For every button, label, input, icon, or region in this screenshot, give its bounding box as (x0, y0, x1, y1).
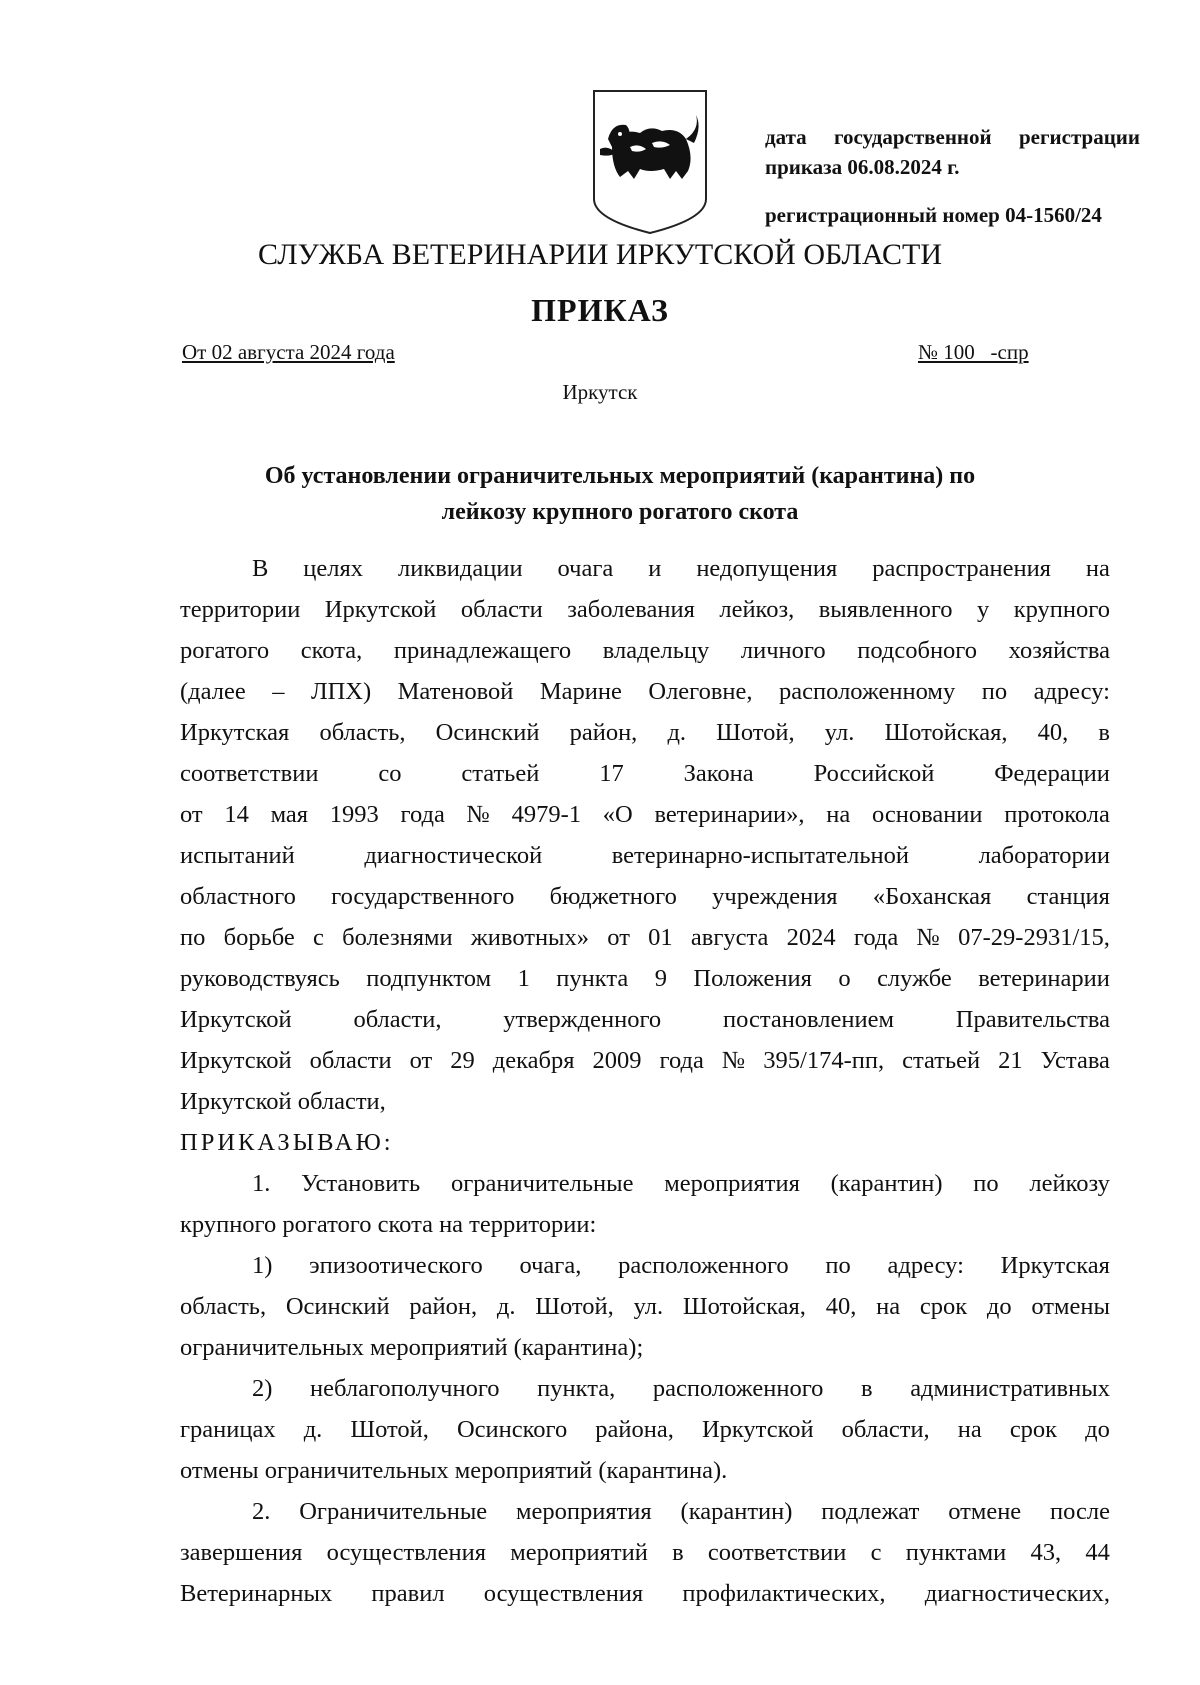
item-line: 1. Установить ограничительные мероприятия (карантин) по лейкозу (252, 1170, 1110, 1197)
order-word: ПРИКАЗЫВАЮ: (180, 1129, 394, 1156)
item-line: Ветеринарных правил осуществления профилактических, диагностических, (180, 1580, 1110, 1607)
registration-info (765, 122, 1140, 230)
registration-date-label: дата государственной регистрации (765, 125, 1140, 149)
agency-name: СЛУЖБА ВЕТЕРИНАРИИ ИРКУТСКОЙ ОБЛАСТИ (258, 238, 942, 271)
subitem-line: 2) неблагополучного пункта, расположенного в административных (252, 1375, 1110, 1402)
subitem-line: отмены ограничительных мероприятий (карантина). (180, 1457, 728, 1484)
preamble-line: Иркутской области, утвержденного постановлением Правительства (180, 1006, 1110, 1033)
order-city: Иркутск (562, 380, 638, 404)
preamble-line: руководствуясь подпунктом 1 пункта 9 Положения о службе ветеринарии (180, 965, 1110, 992)
preamble-line: соответствии со статьей 17 Закона Российской Федерации (180, 760, 1110, 787)
preamble-line: В целях ликвидации очага и недопущения распространения на (252, 555, 1110, 582)
registration-date: приказа 06.08.2024 г. (765, 155, 960, 179)
order-title-line: Об установлении ограничительных мероприятий (карантина) по (264, 463, 976, 489)
order-body (180, 548, 1110, 1614)
preamble-line: от 14 мая 1993 года № 4979-1 «О ветеринарии», на основании протокола (180, 801, 1110, 828)
order-title (180, 458, 1060, 530)
preamble-line: Иркутская область, Осинский район, д. Шотой, ул. Шотойская, 40, в (180, 719, 1110, 746)
order-number: № 100 -спр (918, 340, 1029, 364)
subitem-line: 1) эпизоотического очага, расположенного по адресу: Иркутская (252, 1252, 1110, 1279)
subitem-line: границах д. Шотой, Осинского района, Иркутской области, на срок до (180, 1416, 1110, 1443)
coat-of-arms-emblem (590, 87, 710, 237)
item-line: 2. Ограничительные мероприятия (карантин) подлежат отмене после (252, 1498, 1110, 1525)
preamble-line: территории Иркутской области заболевания лейкоз, выявленного у крупного (180, 596, 1110, 623)
subitem-line: ограничительных мероприятий (карантина); (180, 1334, 644, 1361)
preamble-line: по борьбе с болезнями животных» от 01 августа 2024 года № 07-29-2931/15, (180, 924, 1110, 951)
order-title-line: лейкозу крупного рогатого скота (441, 499, 799, 525)
preamble-line: рогатого скота, принадлежащего владельцу личного подсобного хозяйства (180, 637, 1110, 664)
preamble-line: Иркутской области от 29 декабря 2009 года № 395/174-пп, статьей 21 Устава (180, 1047, 1110, 1074)
item-line: завершения осуществления мероприятий в соответствии с пунктами 43, 44 (180, 1539, 1110, 1566)
item-line: крупного рогатого скота на территории: (180, 1211, 597, 1238)
document-type: ПРИКАЗ (531, 292, 669, 328)
subitem-line: область, Осинский район, д. Шотой, ул. Шотойская, 40, на срок до отмены (180, 1293, 1110, 1320)
preamble-line: (далее – ЛПХ) Матеновой Марине Олеговне, расположенному по адресу: (180, 678, 1110, 705)
registration-number: регистрационный номер 04-1560/24 (765, 203, 1102, 227)
preamble-line: областного государственного бюджетного учреждения «Боханская станция (180, 883, 1110, 910)
order-date: От 02 августа 2024 года (182, 340, 395, 364)
preamble-line: Иркутской области, (180, 1088, 386, 1115)
preamble-line: испытаний диагностической ветеринарно-испытательной лаборатории (180, 842, 1110, 869)
